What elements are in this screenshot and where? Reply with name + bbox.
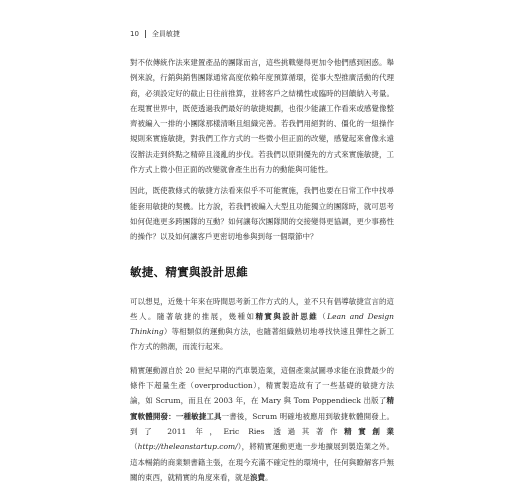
paragraph-3-text-3: ）等相類似的運動與方法，也隨著組織熟切地尋找快速且彈性之新工作方式的熱潮，而流行起來。: [130, 327, 394, 352]
paragraph-4: [130, 363, 394, 485]
paragraph-1: 對不依傳統作法來建置產品的團隊而言，這些挑戰變得更加令他們感到困惑。舉例來說，行銷與銷售團隊通常高度依賴年度預算循環，從事大型推廣活動的代理商，必須設定好的截止日往前推算，並將客戶之結構性或臨時的回饋納入考量。在現實世界中，既使透過我們最好的敏捷規劃，也很少能讓工作看來或感覺像整齊被編入一排的小團隊那樣清晰且組織完善。若我們用絕對的、僵化的一組操作規則來實施敏捷，對我們工作方式的一些微小但正面的改變，感覺起來會像永遠沒辦法走到終點之精碎且淺亂的步伐。若我們以原則優先的方式來實施敏捷，工作方式上微小但正面的改變就會產生出有力的動能與可能性。: [130, 58, 394, 175]
paragraph-4-text-2: 一書後，Scrum 明確地被應用到敏捷軟體開發上。到了 2011 年，Eric Ries 透過其著作: [130, 411, 395, 436]
paragraph-4-text-3: （: [130, 442, 138, 452]
paragraph-4-text-4: ），將精實運動更進一步地擴展到製造業之外。這本暢銷的商業類書籍主張，在現今充滿不確定性的環境中，任何與瞭解客戶無關的東西，就精實的角度來看，就是: [130, 442, 395, 482]
term-lean-design-thinking: 精實與設計思維: [255, 311, 319, 321]
paragraph-3-text-2: （: [318, 311, 328, 321]
lean-startup-url: http://theleanstartup.com/: [137, 442, 238, 452]
book-title-lean-startup: 精實創業: [344, 426, 394, 436]
running-header: [130, 29, 180, 39]
term-waste: 浪費: [250, 472, 265, 482]
paragraph-2: 因此，既使教條式的敏捷方法看來似乎不可能實施，我們也要在日常工作中找尋能套用敏捷的契機。比方說，若我們被編入大型且功能獨立的團隊時，就可思考如何促進更多跨團隊的互動？如何讓每次團隊間的交接變得更協調，更少事務性的操作？以及如何讓客戶更密切地參與到每一個環節中？: [130, 186, 394, 242]
page-body: [130, 55, 394, 485]
paragraph-3-text-1: 可以想見，近幾十年來在時間思考新工作方式的人，並不只有倡導敏捷宣言的這些人。隨著敏捷的推展，幾種如: [130, 296, 394, 321]
chapter-title: 全員敏捷: [151, 30, 180, 38]
page-number: 10: [130, 30, 139, 38]
book-title-lean-software-development: 精實軟體開發：一種敏捷工具: [130, 396, 394, 421]
paragraph-4-text-5: 。: [265, 472, 273, 482]
paragraph-3: [130, 294, 394, 355]
term-lean-design-thinking-en: Lean and Design Thinking: [130, 311, 395, 337]
header-divider: [145, 30, 146, 38]
paragraph-4-text-1: 精實運動源自於 20 世紀早期的汽車製造業，這個產業試圖尋求能在浪費最少的條件下超量生產（overproduction），精實製造故有了一些基礎的敏捷方法論，如 Scrum，而且在 2003 年，在 Mary 與 Tom Poppendieck 出版了: [130, 365, 394, 406]
section-heading: 敏捷、精實與設計思維: [130, 264, 248, 279]
